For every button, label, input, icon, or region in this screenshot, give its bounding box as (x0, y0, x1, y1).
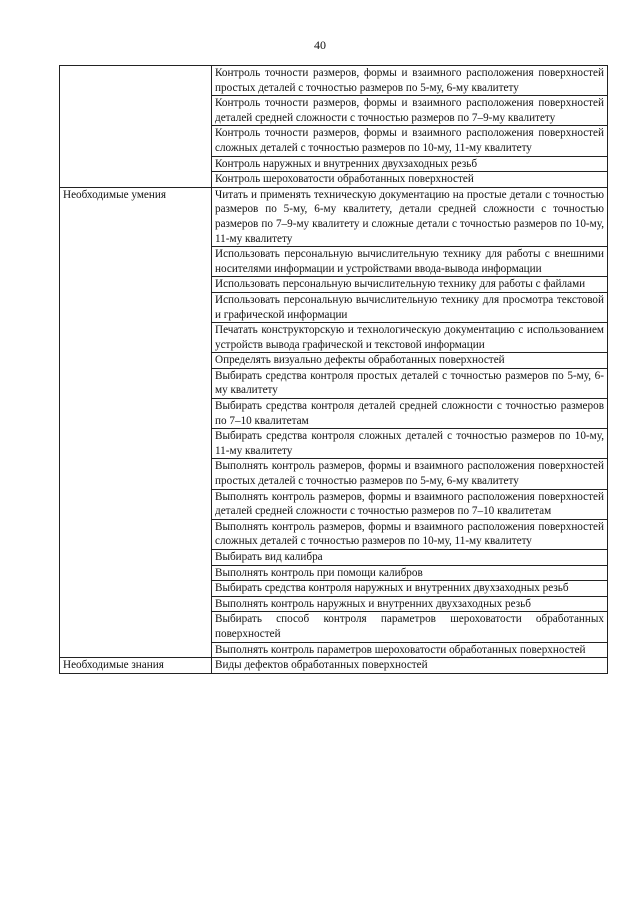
requirement-item: Читать и применять техническую документацию на простые детали с точностью размеров по 5-му, 6-му квалитету, детали средней сложности с точностью размеров по 7–9-му квалитету и сложные детали с точностью размеров по 10-му, 11-му квалитету (212, 187, 608, 246)
requirement-item: Выбирать вид калибра (212, 550, 608, 566)
requirement-item: Выполнять контроль наружных и внутренних двухзаходных резьб (212, 596, 608, 612)
requirement-item: Использовать персональную вычислительную технику для работы с файлами (212, 277, 608, 293)
requirement-item: Выбирать способ контроля параметров шероховатости обработанных поверхностей (212, 612, 608, 642)
table-row (60, 658, 608, 674)
requirement-item: Печатать конструкторскую и технологическую документацию с использованием устройств вывода графической и текстовой информации (212, 323, 608, 353)
requirement-item: Определять визуально дефекты обработанных поверхностей (212, 353, 608, 369)
requirement-item: Выбирать средства контроля простых деталей с точностью размеров по 5-му, 6-му квалитету (212, 368, 608, 398)
requirement-item: Контроль шероховатости обработанных поверхностей (212, 172, 608, 188)
requirement-item: Выполнять контроль размеров, формы и взаимного расположения поверхностей сложных деталей с точностью размеров по 10-му, 11-му квалитету (212, 519, 608, 549)
requirement-item: Выбирать средства контроля наружных и внутренних двухзаходных резьб (212, 581, 608, 597)
section-label (60, 66, 212, 188)
requirement-item: Контроль точности размеров, формы и взаимного расположения поверхностей сложных деталей с точностью размеров по 10-му, 11-му квалитету (212, 126, 608, 156)
table-row (60, 187, 608, 246)
requirement-item: Выбирать средства контроля сложных деталей с точностью размеров по 10-му, 11-му квалитету (212, 429, 608, 459)
requirements-table (59, 65, 608, 674)
requirement-item: Использовать персональную вычислительную технику для работы с внешними носителями информации и устройствами ввода-вывода информации (212, 247, 608, 277)
requirement-item: Виды дефектов обработанных поверхностей (212, 658, 608, 674)
requirement-item: Выполнять контроль при помощи калибров (212, 565, 608, 581)
requirement-item: Выполнять контроль параметров шероховатости обработанных поверхностей (212, 642, 608, 658)
section-label: Необходимые умения (60, 187, 212, 657)
requirement-item: Выполнять контроль размеров, формы и взаимного расположения поверхностей деталей средней сложности с точностью размеров по 7–10 квалитетам (212, 489, 608, 519)
requirement-item: Контроль точности размеров, формы и взаимного расположения поверхностей деталей средней сложности с точностью размеров по 7–9-му квалитету (212, 96, 608, 126)
requirement-item: Выбирать средства контроля деталей средней сложности с точностью размеров по 7–10 квалитетам (212, 399, 608, 429)
table-row (60, 66, 608, 96)
requirement-item: Выполнять контроль размеров, формы и взаимного расположения поверхностей простых деталей с точностью размеров по 5-му, 6-му квалитету (212, 459, 608, 489)
page-number: 40 (314, 38, 326, 52)
requirement-item: Контроль точности размеров, формы и взаимного расположения поверхностей простых деталей с точностью размеров по 5-му, 6-му квалитету (212, 66, 608, 96)
requirements-table-body (60, 66, 608, 674)
requirement-item: Использовать персональную вычислительную технику для просмотра текстовой и графической информации (212, 292, 608, 322)
requirement-item: Контроль наружных и внутренних двухзаходных резьб (212, 156, 608, 172)
section-label: Необходимые знания (60, 658, 212, 674)
